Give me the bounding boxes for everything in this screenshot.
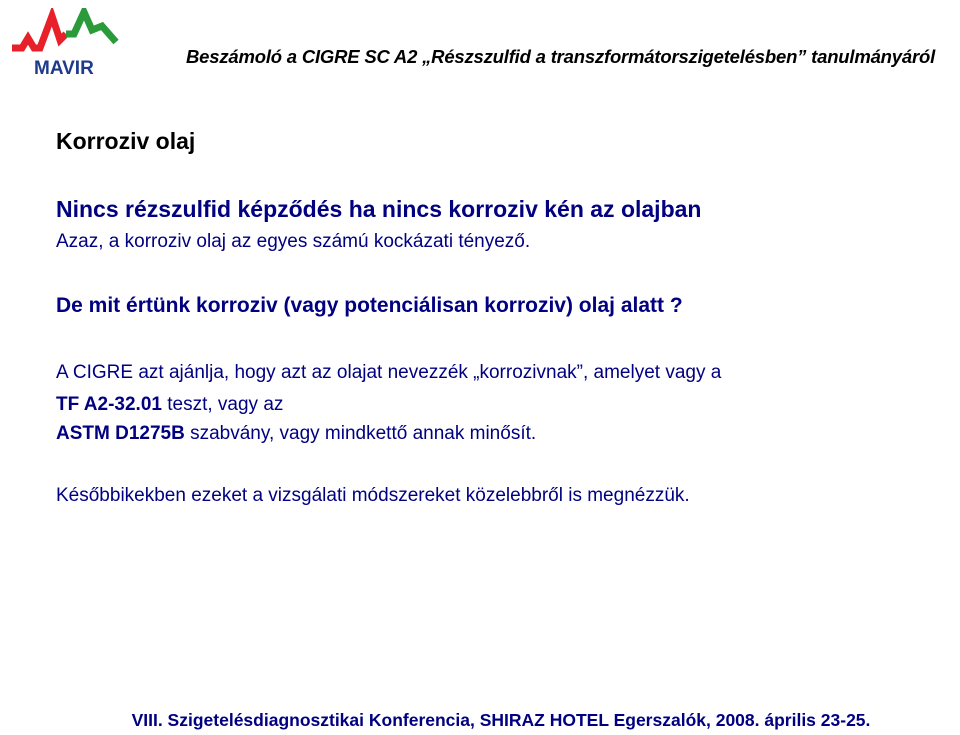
- test-method-text: teszt, vagy az: [161, 394, 284, 415]
- later-note: Későbbikekben ezeket a vizsgálati módszereket közelebbről is megnézzük.: [56, 485, 690, 506]
- key-statement: Nincs rézszulfid képződés ha nincs korroziv kén az olajban: [56, 196, 702, 222]
- standard-text: szabvány, vagy mindkettő annak minősít.: [184, 423, 537, 444]
- test-method-code: TF A2-32.01: [56, 394, 162, 415]
- mavir-logo: [8, 8, 120, 80]
- slide-heading: Korroziv olaj: [56, 128, 196, 154]
- test-method-line: [56, 394, 283, 416]
- standard-line: [56, 423, 536, 445]
- cigre-recommendation: A CIGRE azt ajánlja, hogy azt az olajat nevezzék „korrozivnak”, amelyet vagy a: [56, 362, 722, 383]
- risk-statement: Azaz, a korroziv olaj az egyes számú kockázati tényező.: [56, 231, 531, 252]
- question-statement: De mit értünk korroziv (vagy potenciálisan korroziv) olaj alatt ?: [56, 294, 683, 317]
- mavir-logo-graphic: [8, 8, 120, 80]
- mavir-logo-text: MAVIR: [34, 58, 94, 79]
- standard-code: ASTM D1275B: [56, 423, 185, 444]
- header-title: Beszámoló a CIGRE SC A2 „Részszulfid a transzformátorszigetelésben” tanulmányáról: [186, 46, 936, 67]
- footer-text: VIII. Szigetelésdiagnosztikai Konferencia, SHIRAZ HOTEL Egerszalók, 2008. április 23-25.: [131, 710, 871, 730]
